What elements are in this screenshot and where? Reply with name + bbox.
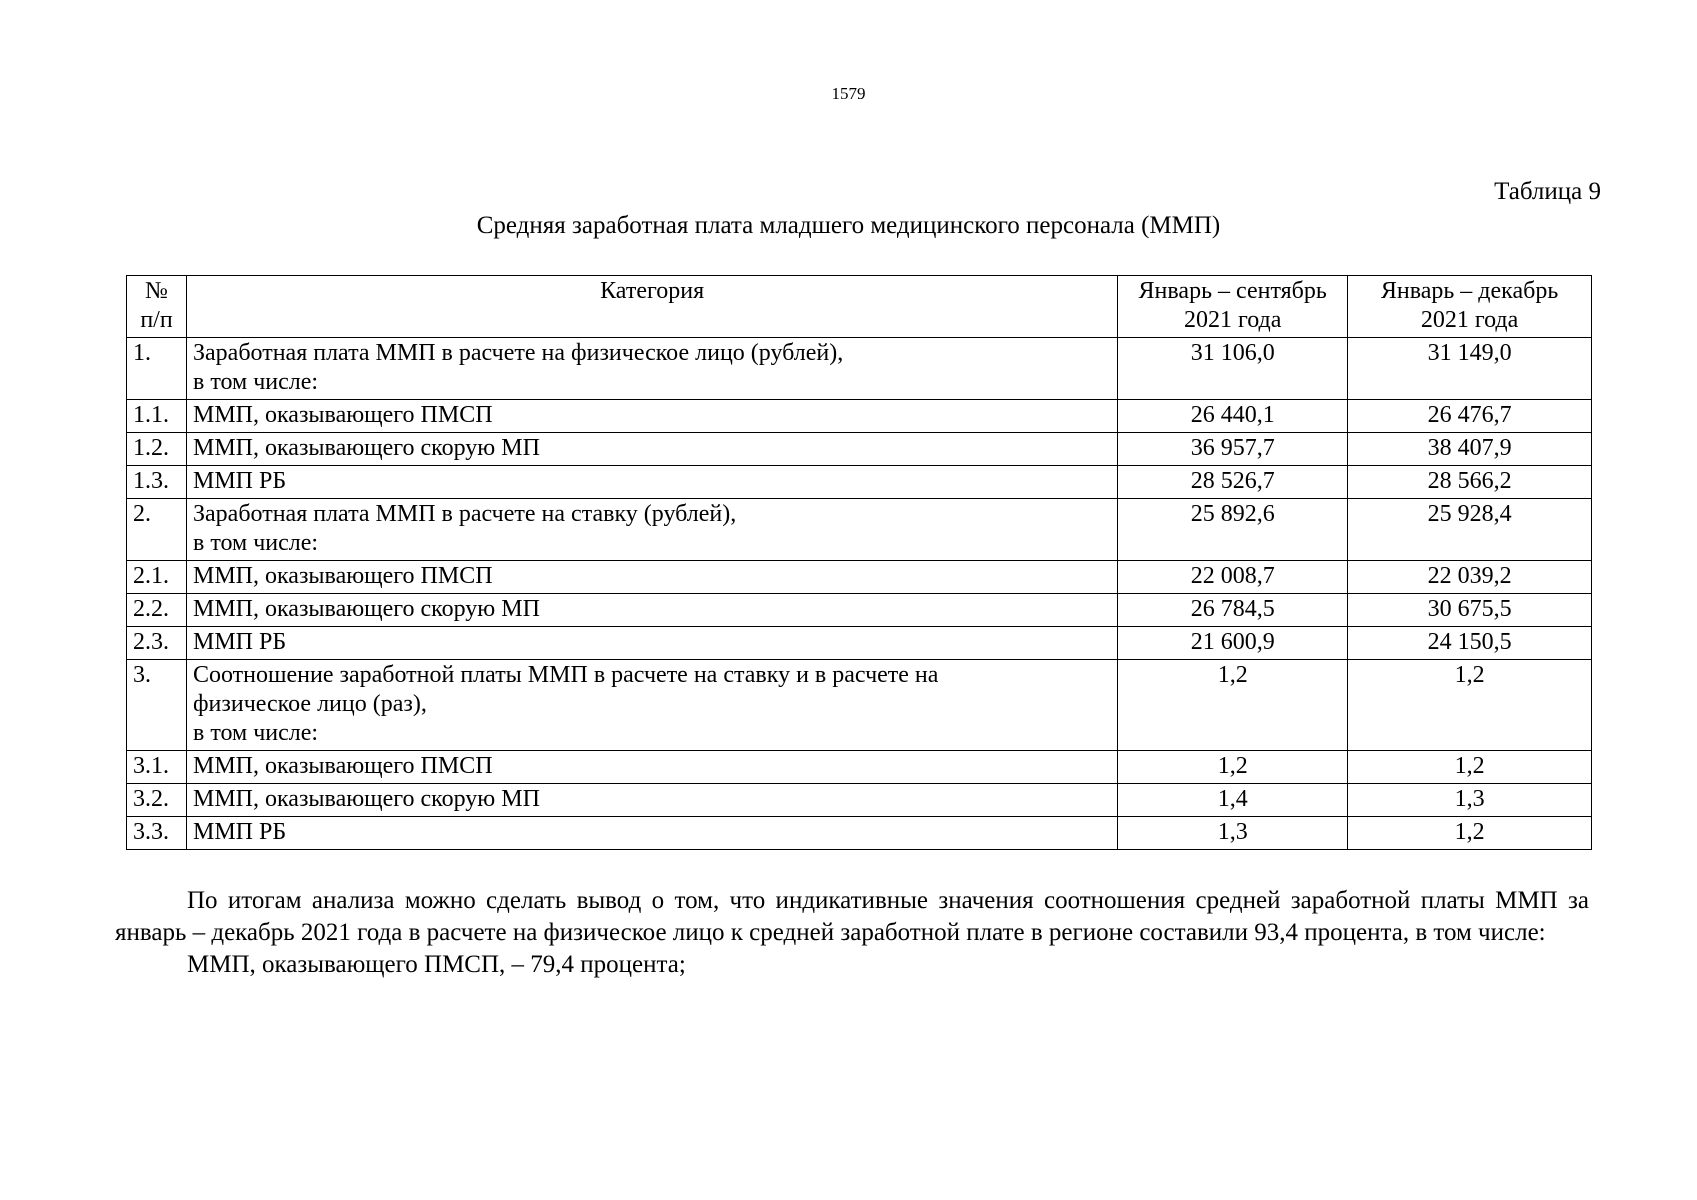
table-row <box>127 433 1592 466</box>
category-line: Заработная плата ММП в расчете на ставку (рублей), <box>192 501 737 527</box>
category-line: ММП РБ <box>192 468 287 494</box>
header-num <box>127 276 187 338</box>
category-line: Соотношение заработной платы ММП в расчете на ставку и в расчете на <box>192 662 939 688</box>
table-header <box>127 276 1592 338</box>
table-row <box>127 627 1592 660</box>
table-row <box>127 499 1592 561</box>
row-category <box>186 751 1117 784</box>
row-number: 2. <box>127 499 187 561</box>
table-row <box>127 400 1592 433</box>
category-line: ММП, оказывающего скорую МП <box>192 786 540 812</box>
row-number: 1.2. <box>127 433 187 466</box>
table-body <box>127 338 1592 850</box>
category-line: ММП РБ <box>192 819 287 845</box>
value-jan-dec: 1,2 <box>1348 751 1592 784</box>
row-category <box>186 400 1117 433</box>
row-category <box>186 338 1117 400</box>
page-number: 1579 <box>831 84 866 103</box>
category-line: ММП, оказывающего ПМСП <box>192 563 493 589</box>
value-jan-sep: 21 600,9 <box>1118 627 1348 660</box>
row-number: 2.1. <box>127 561 187 594</box>
salary-table <box>126 275 1592 850</box>
category-line: ММП, оказывающего скорую МП <box>192 596 540 622</box>
category-line: ММП, оказывающего ПМСП <box>192 753 493 779</box>
value-jan-dec: 31 149,0 <box>1348 338 1592 400</box>
header-jan-sep-line: 2021 года <box>1183 307 1282 333</box>
row-number: 2.3. <box>127 627 187 660</box>
row-number: 1.3. <box>127 466 187 499</box>
table-row <box>127 660 1592 751</box>
category-line: в том числе: <box>192 720 319 746</box>
header-num-line: п/п <box>140 307 173 333</box>
row-category <box>186 660 1117 751</box>
row-category <box>186 817 1117 850</box>
row-number: 3.1. <box>127 751 187 784</box>
value-jan-sep: 1,4 <box>1118 784 1348 817</box>
conclusion-paragraph: По итогам анализа можно сделать вывод о том, что индикативные значения соотношения средней заработной платы ММП за январь – декабрь 2021 года в расчете на физическое лицо к средней заработной плате в регионе составили 93,4 процента, в том числе: <box>115 887 1589 946</box>
value-jan-sep: 1,2 <box>1118 751 1348 784</box>
row-category <box>186 784 1117 817</box>
row-category <box>186 433 1117 466</box>
table-row <box>127 338 1592 400</box>
row-number: 3. <box>127 660 187 751</box>
table-row <box>127 784 1592 817</box>
category-line: ММП, оказывающего ПМСП <box>192 402 493 428</box>
value-jan-dec: 25 928,4 <box>1348 499 1592 561</box>
table-row <box>127 594 1592 627</box>
row-number: 2.2. <box>127 594 187 627</box>
conclusion-paragraph: ММП, оказывающего ПМСП, – 79,4 процента; <box>187 951 686 978</box>
row-category <box>186 594 1117 627</box>
category-line: ММП, оказывающего скорую МП <box>192 435 540 461</box>
header-jan-sep-line: Январь – сентябрь <box>1138 278 1327 304</box>
value-jan-dec: 28 566,2 <box>1348 466 1592 499</box>
value-jan-sep: 26 440,1 <box>1118 400 1348 433</box>
category-line: ММП РБ <box>192 629 287 655</box>
table-title: Средняя заработная плата младшего медицинского персонала (ММП) <box>476 212 1221 239</box>
category-line: в том числе: <box>192 369 319 395</box>
row-category <box>186 561 1117 594</box>
category-line: Заработная плата ММП в расчете на физическое лицо (рублей), <box>192 340 844 366</box>
row-number: 1.1. <box>127 400 187 433</box>
value-jan-sep: 22 008,7 <box>1118 561 1348 594</box>
value-jan-dec: 38 407,9 <box>1348 433 1592 466</box>
value-jan-dec: 1,3 <box>1348 784 1592 817</box>
header-num-line: № <box>145 278 168 304</box>
value-jan-sep: 28 526,7 <box>1118 466 1348 499</box>
value-jan-sep: 31 106,0 <box>1118 338 1348 400</box>
row-number: 3.2. <box>127 784 187 817</box>
conclusion-text <box>115 885 1589 981</box>
value-jan-sep: 1,3 <box>1118 817 1348 850</box>
header-jan-dec-line: Январь – декабрь <box>1380 278 1559 304</box>
category-line: в том числе: <box>192 530 319 556</box>
value-jan-dec: 1,2 <box>1348 660 1592 751</box>
value-jan-dec: 24 150,5 <box>1348 627 1592 660</box>
value-jan-dec: 1,2 <box>1348 817 1592 850</box>
row-category <box>186 499 1117 561</box>
header-jan-dec <box>1348 276 1592 338</box>
header-row <box>127 276 1592 338</box>
table-row <box>127 751 1592 784</box>
table-row <box>127 817 1592 850</box>
value-jan-dec: 26 476,7 <box>1348 400 1592 433</box>
table-row <box>127 561 1592 594</box>
header-category <box>186 276 1117 338</box>
header-jan-dec-line: 2021 года <box>1420 307 1519 333</box>
value-jan-dec: 30 675,5 <box>1348 594 1592 627</box>
category-line: физическое лицо (раз), <box>192 691 427 717</box>
row-number: 3.3. <box>127 817 187 850</box>
row-category <box>186 466 1117 499</box>
value-jan-sep: 36 957,7 <box>1118 433 1348 466</box>
row-number: 1. <box>127 338 187 400</box>
table-row <box>127 466 1592 499</box>
value-jan-sep: 1,2 <box>1118 660 1348 751</box>
row-category <box>186 627 1117 660</box>
table-label: Таблица 9 <box>1494 178 1601 205</box>
header-category-label: Категория <box>600 278 705 304</box>
value-jan-dec: 22 039,2 <box>1348 561 1592 594</box>
value-jan-sep: 26 784,5 <box>1118 594 1348 627</box>
header-jan-sep <box>1118 276 1348 338</box>
value-jan-sep: 25 892,6 <box>1118 499 1348 561</box>
